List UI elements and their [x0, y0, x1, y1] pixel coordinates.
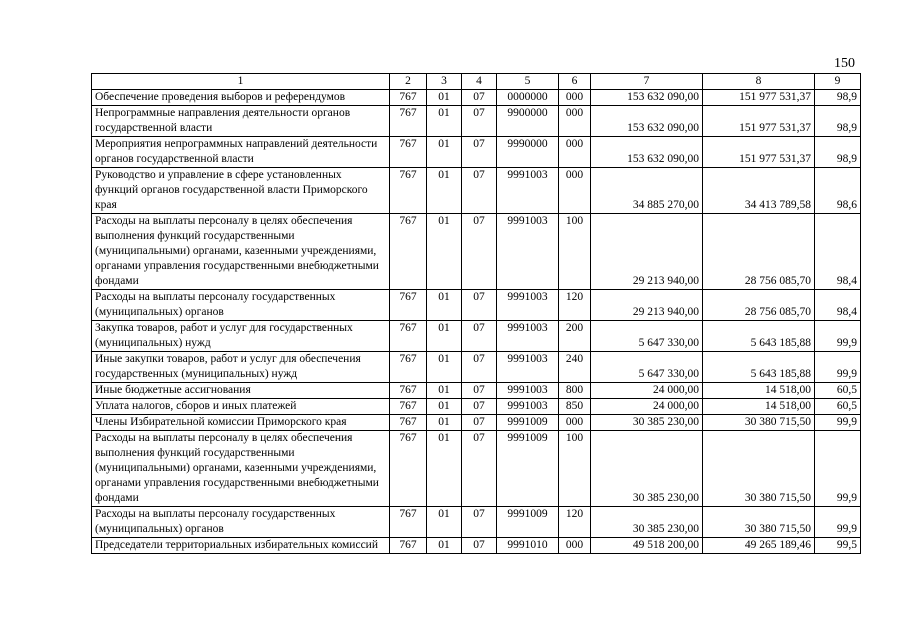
expense-type-cell: 200 — [559, 321, 591, 352]
target-article-cell: 9991003 — [497, 383, 559, 399]
target-article-cell: 9991009 — [497, 507, 559, 538]
target-article-cell: 9991003 — [497, 399, 559, 415]
expense-type-cell: 800 — [559, 383, 591, 399]
table-row — [92, 168, 861, 214]
expense-type-cell: 120 — [559, 290, 591, 321]
execution-percent-cell: 99,9 — [815, 507, 861, 538]
code-cell: 767 — [390, 507, 427, 538]
approved-amount-cell: 24 000,00 — [591, 399, 703, 415]
row-name-cell: Мероприятия непрограммных направлений деятельности органов государственной власти — [92, 137, 390, 168]
target-article-cell: 9991003 — [497, 290, 559, 321]
budget-table — [91, 73, 861, 554]
section-cell: 01 — [427, 137, 462, 168]
table-row — [92, 415, 861, 431]
executed-amount-cell: 5 643 185,88 — [703, 321, 815, 352]
approved-amount-cell: 24 000,00 — [591, 383, 703, 399]
approved-amount-cell: 29 213 940,00 — [591, 214, 703, 290]
target-article-cell: 9991010 — [497, 538, 559, 554]
expense-type-cell: 100 — [559, 431, 591, 507]
code-cell: 767 — [390, 399, 427, 415]
row-name-cell: Расходы на выплаты персоналу государственных (муниципальных) органов — [92, 507, 390, 538]
table-row — [92, 106, 861, 137]
code-cell: 767 — [390, 290, 427, 321]
execution-percent-cell: 99,9 — [815, 431, 861, 507]
column-header: 5 — [497, 74, 559, 90]
subsection-cell: 07 — [462, 90, 497, 106]
subsection-cell: 07 — [462, 290, 497, 321]
executed-amount-cell: 14 518,00 — [703, 399, 815, 415]
expense-type-cell: 000 — [559, 106, 591, 137]
code-cell: 767 — [390, 106, 427, 137]
approved-amount-cell: 153 632 090,00 — [591, 106, 703, 137]
section-cell: 01 — [427, 321, 462, 352]
code-cell: 767 — [390, 415, 427, 431]
approved-amount-cell: 153 632 090,00 — [591, 137, 703, 168]
target-article-cell: 9990000 — [497, 137, 559, 168]
approved-amount-cell: 30 385 230,00 — [591, 507, 703, 538]
code-cell: 767 — [390, 431, 427, 507]
code-cell: 767 — [390, 168, 427, 214]
subsection-cell: 07 — [462, 168, 497, 214]
execution-percent-cell: 98,4 — [815, 290, 861, 321]
target-article-cell: 9991003 — [497, 321, 559, 352]
table-row — [92, 431, 861, 507]
code-cell: 767 — [390, 383, 427, 399]
row-name-cell: Закупка товаров, работ и услуг для государственных (муниципальных) нужд — [92, 321, 390, 352]
section-cell: 01 — [427, 431, 462, 507]
executed-amount-cell: 49 265 189,46 — [703, 538, 815, 554]
executed-amount-cell: 28 756 085,70 — [703, 214, 815, 290]
row-name-cell: Председатели территориальных избирательных комиссий — [92, 538, 390, 554]
executed-amount-cell: 14 518,00 — [703, 383, 815, 399]
execution-percent-cell: 60,5 — [815, 399, 861, 415]
expense-type-cell: 850 — [559, 399, 591, 415]
expense-type-cell: 000 — [559, 168, 591, 214]
section-cell: 01 — [427, 399, 462, 415]
column-header: 8 — [703, 74, 815, 90]
table-row — [92, 399, 861, 415]
row-name-cell: Обеспечение проведения выборов и референдумов — [92, 90, 390, 106]
table-row — [92, 290, 861, 321]
expense-type-cell: 000 — [559, 415, 591, 431]
table-row — [92, 352, 861, 383]
row-name-cell: Члены Избирательной комиссии Приморского края — [92, 415, 390, 431]
approved-amount-cell: 34 885 270,00 — [591, 168, 703, 214]
execution-percent-cell: 99,9 — [815, 415, 861, 431]
execution-percent-cell: 60,5 — [815, 383, 861, 399]
execution-percent-cell: 98,4 — [815, 214, 861, 290]
row-name-cell: Расходы на выплаты персоналу государственных (муниципальных) органов — [92, 290, 390, 321]
approved-amount-cell: 49 518 200,00 — [591, 538, 703, 554]
approved-amount-cell: 5 647 330,00 — [591, 321, 703, 352]
subsection-cell: 07 — [462, 415, 497, 431]
subsection-cell: 07 — [462, 507, 497, 538]
target-article-cell: 0000000 — [497, 90, 559, 106]
row-name-cell: Руководство и управление в сфере установленных функций органов государственной власти Приморского края — [92, 168, 390, 214]
section-cell: 01 — [427, 383, 462, 399]
expense-type-cell: 000 — [559, 137, 591, 168]
column-header: 6 — [559, 74, 591, 90]
subsection-cell: 07 — [462, 352, 497, 383]
code-cell: 767 — [390, 214, 427, 290]
table-row — [92, 214, 861, 290]
approved-amount-cell: 30 385 230,00 — [591, 415, 703, 431]
expense-type-cell: 000 — [559, 90, 591, 106]
header-row — [92, 74, 861, 90]
table-row — [92, 538, 861, 554]
approved-amount-cell: 29 213 940,00 — [591, 290, 703, 321]
subsection-cell: 07 — [462, 431, 497, 507]
execution-percent-cell: 98,9 — [815, 137, 861, 168]
column-header: 3 — [427, 74, 462, 90]
execution-percent-cell: 99,5 — [815, 538, 861, 554]
execution-percent-cell: 98,9 — [815, 106, 861, 137]
section-cell: 01 — [427, 415, 462, 431]
subsection-cell: 07 — [462, 214, 497, 290]
table-row — [92, 137, 861, 168]
approved-amount-cell: 30 385 230,00 — [591, 431, 703, 507]
subsection-cell: 07 — [462, 538, 497, 554]
section-cell: 01 — [427, 90, 462, 106]
executed-amount-cell: 34 413 789,58 — [703, 168, 815, 214]
subsection-cell: 07 — [462, 106, 497, 137]
executed-amount-cell: 30 380 715,50 — [703, 431, 815, 507]
subsection-cell: 07 — [462, 321, 497, 352]
execution-percent-cell: 98,6 — [815, 168, 861, 214]
target-article-cell: 9991003 — [497, 168, 559, 214]
code-cell: 767 — [390, 90, 427, 106]
executed-amount-cell: 151 977 531,37 — [703, 106, 815, 137]
column-header: 9 — [815, 74, 861, 90]
executed-amount-cell: 151 977 531,37 — [703, 137, 815, 168]
row-name-cell: Непрограммные направления деятельности органов государственной власти — [92, 106, 390, 137]
row-name-cell: Расходы на выплаты персоналу в целях обеспечения выполнения функций государственными (муниципальными) органами, казенными учреждениями, органами управления государственными внебюджетными фондами — [92, 214, 390, 290]
executed-amount-cell: 30 380 715,50 — [703, 507, 815, 538]
code-cell: 767 — [390, 137, 427, 168]
section-cell: 01 — [427, 106, 462, 137]
expense-type-cell: 240 — [559, 352, 591, 383]
execution-percent-cell: 99,9 — [815, 321, 861, 352]
subsection-cell: 07 — [462, 399, 497, 415]
code-cell: 767 — [390, 538, 427, 554]
code-cell: 767 — [390, 352, 427, 383]
table-row — [92, 383, 861, 399]
table-row — [92, 507, 861, 538]
target-article-cell: 9991003 — [497, 352, 559, 383]
executed-amount-cell: 5 643 185,88 — [703, 352, 815, 383]
section-cell: 01 — [427, 352, 462, 383]
page-number: 150 — [834, 56, 855, 71]
code-cell: 767 — [390, 321, 427, 352]
row-name-cell: Уплата налогов, сборов и иных платежей — [92, 399, 390, 415]
column-header: 7 — [591, 74, 703, 90]
expense-type-cell: 120 — [559, 507, 591, 538]
target-article-cell: 9991009 — [497, 431, 559, 507]
approved-amount-cell: 153 632 090,00 — [591, 90, 703, 106]
target-article-cell: 9991003 — [497, 214, 559, 290]
section-cell: 01 — [427, 538, 462, 554]
table-row — [92, 90, 861, 106]
execution-percent-cell: 98,9 — [815, 90, 861, 106]
executed-amount-cell: 151 977 531,37 — [703, 90, 815, 106]
section-cell: 01 — [427, 214, 462, 290]
executed-amount-cell: 30 380 715,50 — [703, 415, 815, 431]
target-article-cell: 9900000 — [497, 106, 559, 137]
row-name-cell: Расходы на выплаты персоналу в целях обеспечения выполнения функций государственными (муниципальными) органами, казенными учреждениями, органами управления государственными внебюджетными фондами — [92, 431, 390, 507]
section-cell: 01 — [427, 290, 462, 321]
row-name-cell: Иные бюджетные ассигнования — [92, 383, 390, 399]
column-header: 2 — [390, 74, 427, 90]
target-article-cell: 9991009 — [497, 415, 559, 431]
expense-type-cell: 000 — [559, 538, 591, 554]
section-cell: 01 — [427, 507, 462, 538]
executed-amount-cell: 28 756 085,70 — [703, 290, 815, 321]
expense-type-cell: 100 — [559, 214, 591, 290]
execution-percent-cell: 99,9 — [815, 352, 861, 383]
subsection-cell: 07 — [462, 137, 497, 168]
section-cell: 01 — [427, 168, 462, 214]
column-header: 1 — [92, 74, 390, 90]
row-name-cell: Иные закупки товаров, работ и услуг для обеспечения государственных (муниципальных) нужд — [92, 352, 390, 383]
table-row — [92, 321, 861, 352]
approved-amount-cell: 5 647 330,00 — [591, 352, 703, 383]
subsection-cell: 07 — [462, 383, 497, 399]
column-header: 4 — [462, 74, 497, 90]
